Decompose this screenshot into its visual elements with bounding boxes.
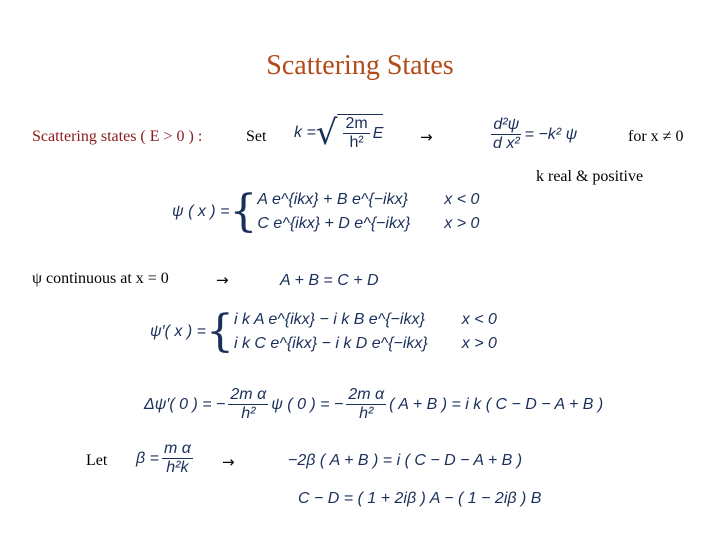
arrow-3: → (222, 453, 235, 471)
set-label: Set (246, 128, 267, 145)
delta-frac1-den: h² (241, 405, 256, 422)
continuity-equation: A + B = C + D (280, 272, 379, 289)
left-brace-2: { (205, 306, 234, 357)
ode-num: d²ψ (493, 116, 520, 133)
sqrt-expression (316, 114, 384, 152)
scattering-states-label: Scattering states ( E > 0 ) : (32, 128, 203, 145)
delta-frac2-num: 2m α (348, 386, 385, 403)
delta-frac1-num: 2m α (230, 386, 267, 403)
delta-lhs: Δψ′( 0 ) = − (144, 395, 226, 413)
k-definition (294, 114, 383, 152)
psi-row-2-expr: C e^{ikx} + D e^{−ikx} (257, 215, 411, 232)
k-lhs: k = (294, 124, 316, 141)
left-brace: { (229, 186, 258, 237)
psi-row-2-cond: x > 0 (444, 215, 480, 232)
k-den: h² (349, 134, 364, 151)
beta-equation-1: −2β ( A + B ) = i ( C − D − A + B ) (288, 452, 523, 469)
psi-prime-lhs: ψ′( x ) = (150, 323, 206, 340)
arrow-2: → (216, 271, 229, 289)
psi-definition (172, 186, 480, 237)
for-x-label: for x ≠ 0 (628, 128, 684, 145)
psi-prime-definition (150, 306, 497, 357)
psi-prime-row-1-expr: i k A e^{ikx} − i k B e^{−ikx} (233, 311, 425, 328)
psi-prime-row-2-cond: x > 0 (461, 335, 497, 352)
beta-den: h²k (166, 459, 189, 476)
arrow-1: → (420, 128, 433, 146)
delta-mid: ψ ( 0 ) = − (271, 395, 344, 413)
psi-prime-row-1-cond: x < 0 (461, 311, 497, 328)
let-label: Let (86, 452, 108, 469)
k-note: k real & positive (536, 168, 644, 185)
slide-title: Scattering States (266, 50, 454, 81)
ode-equation (488, 116, 577, 153)
beta-num: m α (163, 440, 191, 457)
delta-equation (144, 386, 603, 423)
beta-lhs: β = (136, 449, 159, 467)
delta-rhs: ( A + B ) = i k ( C − D − A + B ) (389, 395, 604, 413)
psi-row-1-cond: x < 0 (444, 191, 480, 208)
sqrt-sign: √ (315, 113, 338, 153)
psi-prime-row-2-expr: i k C e^{ikx} − i k D e^{−ikx} (233, 335, 428, 352)
k-num: 2m (345, 115, 368, 132)
ode-den: d x² (493, 135, 520, 152)
continuity-label: ψ continuous at x = 0 (32, 270, 169, 287)
psi-row-1-expr: A e^{ikx} + B e^{−ikx} (257, 191, 408, 208)
delta-frac2-den: h² (359, 405, 374, 422)
beta-definition (136, 440, 196, 477)
beta-equation-2: C − D = ( 1 + 2iβ ) A − ( 1 − 2iβ ) B (298, 490, 542, 507)
ode-rhs: = −k² ψ (524, 125, 578, 143)
psi-lhs: ψ ( x ) = (172, 203, 230, 220)
k-rhs: E (372, 124, 384, 142)
